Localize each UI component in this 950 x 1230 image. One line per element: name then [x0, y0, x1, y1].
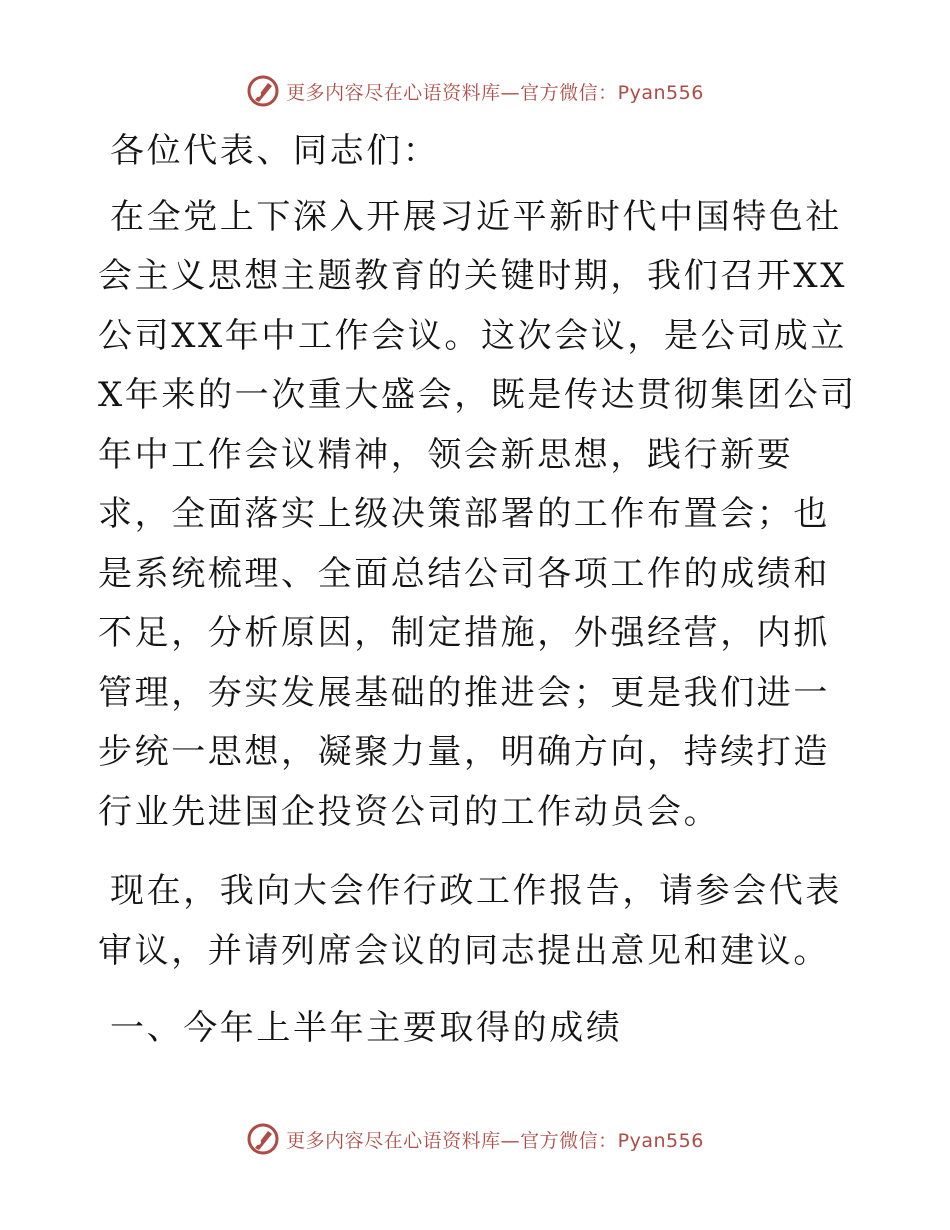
footer-banner — [0, 1119, 950, 1159]
banner-text: 更多内容尽在心语资料库—官方微信：Pyan556 — [286, 81, 704, 104]
paragraph-intro — [98, 188, 858, 843]
document-body — [98, 122, 858, 1059]
greeting: 各位代表、同志们： — [110, 131, 440, 171]
section-heading-1: 一、今年上半年主要取得的成绩 — [110, 1008, 623, 1048]
footer-banner-inner — [246, 1122, 704, 1156]
paragraph-report — [98, 862, 858, 981]
pen-logo-icon — [246, 74, 280, 108]
paragraph-report-text: 现在，我向大会作行政工作报告，请参会代表审议，并请列席会议的同志提出意见和建议。 — [98, 871, 842, 971]
paragraph-intro-text: 在全党上下深入开展习近平新时代中国特色社会主义思想主题教育的关键时期，我们召开XX公司XX年中工作会议。这次会议，是公司成立X年来的一次重大盛会，既是传达贯彻集团公司年中工作会议精神，领会新思想，践行新要求，全面落实上级决策部署的工作布置会；也是系统梳理、全面总结公司各项工作的成绩和不足，分析原因，制定措施，外强经营，内抓管理，夯实发展基础的推进会；更是我们进一步统一思想，凝聚力量，明确方向，持续打造行业先进国企投资公司的工作动员会。 — [98, 196, 857, 832]
header-banner-inner — [246, 74, 704, 108]
header-banner — [0, 71, 950, 111]
pen-logo-icon — [246, 1122, 280, 1156]
banner-text: 更多内容尽在心语资料库—官方微信：Pyan556 — [286, 1129, 704, 1152]
